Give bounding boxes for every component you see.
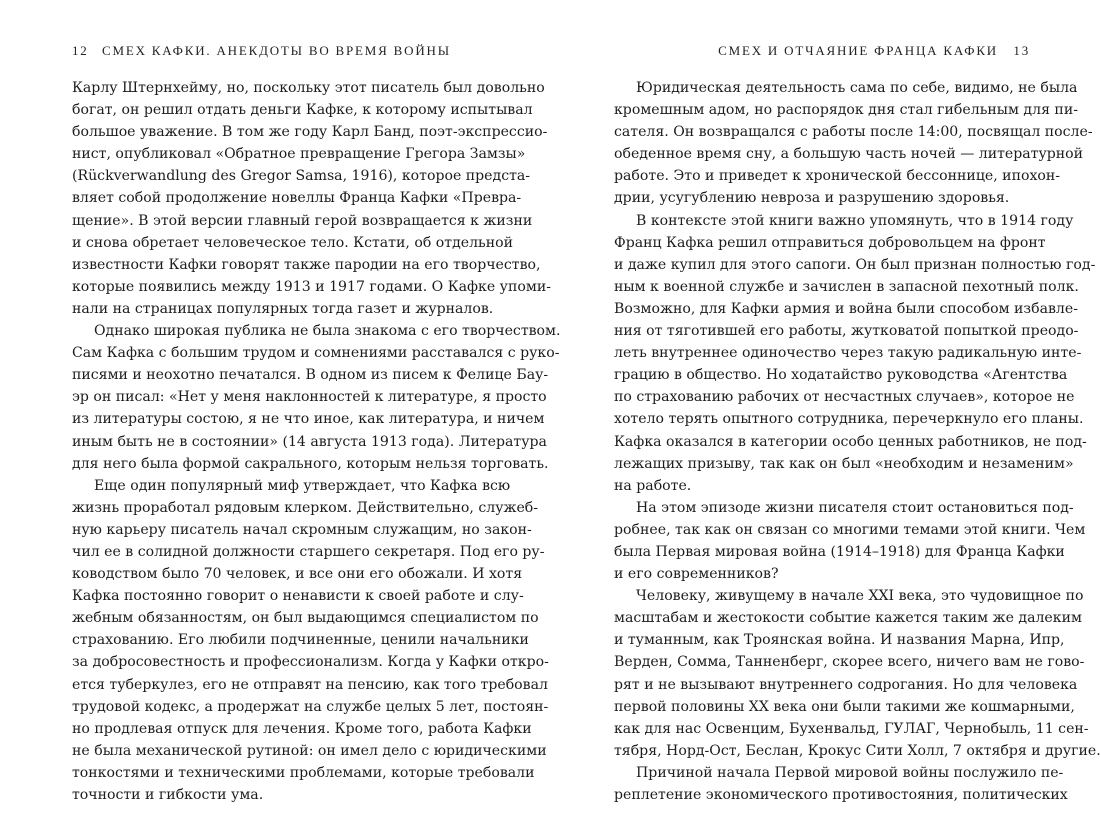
- text-line: тонкостями и техническими проблемами, которые требовали: [72, 764, 535, 781]
- text-line: на работе.: [614, 477, 692, 494]
- text-line: за добросовестность и профессионализм. Когда у Кафки откро-: [72, 654, 549, 671]
- left-page-text: [72, 77, 561, 806]
- text-line: щение». В этой версии главный герой возвращается к жизни: [72, 212, 533, 229]
- text-line: как для нас Освенцим, Бухенвальд, ГУЛАГ, Чернобыль, 11 сен-: [614, 720, 1089, 737]
- text-line: дрии, усугублению невроза и разрушению здоровья.: [614, 190, 1010, 207]
- text-line: рят и не вызывают внутреннего содрогания. Но для человека: [614, 676, 1078, 693]
- text-line: ется туберкулез, его не отправят на пенсию, как того требовал: [72, 676, 548, 693]
- text-line: и снова обретает человеческое тело. Кстати, об отдельной: [72, 234, 513, 251]
- text-line: Возможно, для Кафки армия и война были способом избавле-: [614, 300, 1078, 317]
- text-line: и даже купил для этого сапоги. Он был признан полностью год-: [614, 256, 1096, 273]
- left-page-header: [72, 43, 487, 61]
- text-line: жебным обязанностям, он был выдающимся специалистом по: [72, 610, 539, 627]
- text-line: Человеку, живущему в начале XXI века, это чудовищное по: [636, 588, 1084, 605]
- text-line: эр он писал: «Нет у меня наклонностей к литературе, я просто: [72, 389, 547, 406]
- text-line: работе. Это и приведет к хронической бессоннице, ипохон-: [614, 168, 1061, 185]
- text-line: иным быть не в состоянии» (14 августа 1913 года). Литература: [72, 433, 547, 450]
- text-line: Причиной начала Первой мировой войны послужило пе-: [636, 764, 1064, 781]
- text-line: На этом эпизоде жизни писателя стоит остановиться под-: [636, 499, 1074, 516]
- text-line: из литературы состою, я не что иное, как литература, и ничем: [72, 411, 545, 428]
- text-line: по страхованию рабочих от несчастных случаев», которое не: [614, 389, 1075, 406]
- text-line: робнее, так как он связан со многими темами этой книги. Чем: [614, 521, 1086, 538]
- text-line: известности Кафки говорят также пародии на его творчество,: [72, 256, 541, 273]
- text-line: ную карьеру писатель начал скромным служащим, но закон-: [72, 521, 532, 538]
- text-line: сателя. Он возвращался с работы после 14:00, посвящал после-: [614, 124, 1093, 141]
- text-line: вляет собой продолжение новеллы Франца Кафки «Превра-: [72, 190, 522, 207]
- page-number: 13: [1013, 43, 1030, 58]
- text-line: масштабам и жестокости событие кажется таким же далеким: [614, 610, 1082, 627]
- text-line: чил ее в солидной должности старшего секретаря. Под его ру-: [72, 543, 545, 560]
- text-line: Кафка постоянно говорит о ненависти к своей работе и слу-: [72, 588, 524, 605]
- text-line: трудовой кодекс, а продержат на службе целых 5 лет, постоян-: [72, 698, 549, 715]
- text-line: леть внутреннее одиночество через такую радикальную инте-: [614, 345, 1082, 362]
- page-number: 12: [72, 43, 89, 58]
- text-line: Кафка оказался в категории особо ценных работников, не под-: [614, 433, 1087, 450]
- text-line: Карлу Штернхейму, но, поскольку этот писатель был довольно: [72, 80, 545, 96]
- text-line: большое уважение. В том же году Карл Банд, поэт-экспрессио-: [72, 124, 548, 141]
- text-line: Однако широкая публика не была знакома с его творчеством.: [94, 323, 561, 340]
- text-line: В контексте этой книги важно упомянуть, что в 1914 году: [636, 212, 1074, 229]
- text-line: богат, он решил отдать деньги Кафке, к которому испытывал: [72, 102, 533, 119]
- text-line: лежащих призыву, так как он был «необходим и незаменим»: [614, 455, 1074, 472]
- text-line: жизнь проработал рядовым клерком. Действительно, служеб-: [72, 499, 539, 516]
- running-head: СМЕХ КАФКИ. АНЕКДОТЫ ВО ВРЕМЯ ВОЙНЫ: [102, 43, 451, 58]
- right-page-header: [614, 43, 1030, 61]
- right-page-text: [614, 77, 1101, 806]
- text-line: была Первая мировая война (1914–1918) для Франца Кафки: [614, 543, 1065, 560]
- text-line: и туманным, как Троянская война. И названия Марна, Ипр,: [614, 632, 1065, 649]
- text-line: писями и неохотно печатался. В одном из писем к Фелице Бау-: [72, 367, 549, 384]
- text-line: нали на страницах популярных тогда газет и журналов.: [72, 300, 494, 317]
- text-line: кромешным адом, но распорядок дня стал гибельным для пи-: [614, 102, 1078, 119]
- text-line: Еще один популярный миф утверждает, что Кафка всю: [94, 477, 511, 494]
- text-line: ководством было 70 человек, и все они его обожали. И хотя: [72, 566, 523, 583]
- left-page: [72, 0, 561, 825]
- text-line: Верден, Сомма, Танненберг, скорее всего, ничего вам не гово-: [614, 654, 1085, 671]
- text-line: но продлевая отпуск для лечения. Кроме того, работа Кафки: [72, 720, 532, 737]
- text-line: первой половины XX века они были такими же кошмарными,: [614, 698, 1075, 715]
- text-line: тября, Норд-Ост, Беслан, Крокус Сити Холл, 7 октября и другие.: [614, 742, 1101, 759]
- text-line: ным к военной службе и зачислен в запасной пехотный полк.: [614, 278, 1079, 295]
- text-line: которые появились между 1913 и 1917 годами. О Кафке упоми-: [72, 278, 551, 295]
- text-line: Франц Кафка решил отправиться добровольцем на фронт: [614, 234, 1046, 251]
- text-line: точности и гибкости ума.: [72, 787, 264, 803]
- right-page: [614, 0, 1101, 825]
- text-line: обеденное время сну, а большую часть ночей — литературной: [614, 146, 1084, 163]
- text-line: реплетение экономического противостояния, политических: [614, 787, 1068, 803]
- text-line: для него была формой сакрального, которым нельзя торговать.: [72, 455, 549, 472]
- text-line: страхованию. Его любили подчиненные, ценили начальники: [72, 632, 529, 649]
- text-line: Юридическая деятельность сама по себе, видимо, не была: [636, 80, 1078, 96]
- running-head: СМЕХ И ОТЧАЯНИЕ ФРАНЦА КАФКИ: [718, 43, 998, 58]
- text-line: Сам Кафка с большим трудом и сомнениями расставался с руко-: [72, 345, 560, 362]
- text-line: не была механической рутиной: он имел дело с юридическими: [72, 742, 547, 759]
- text-line: нист, опубликовал «Обратное превращение Грегора Замзы»: [72, 146, 526, 163]
- text-line: и его современников?: [614, 566, 779, 583]
- text-line: хотело терять опытного сотрудника, перечеркнуло его планы.: [614, 411, 1084, 428]
- text-line: грацию в общество. Но ходатайство руководства «Агентства: [614, 367, 1068, 384]
- text-line: (Rückverwandlung des Gregor Samsa, 1916), которое предста-: [72, 168, 531, 185]
- text-line: ния от тяготившей его работы, жутковатой попыткой преодо-: [614, 323, 1079, 340]
